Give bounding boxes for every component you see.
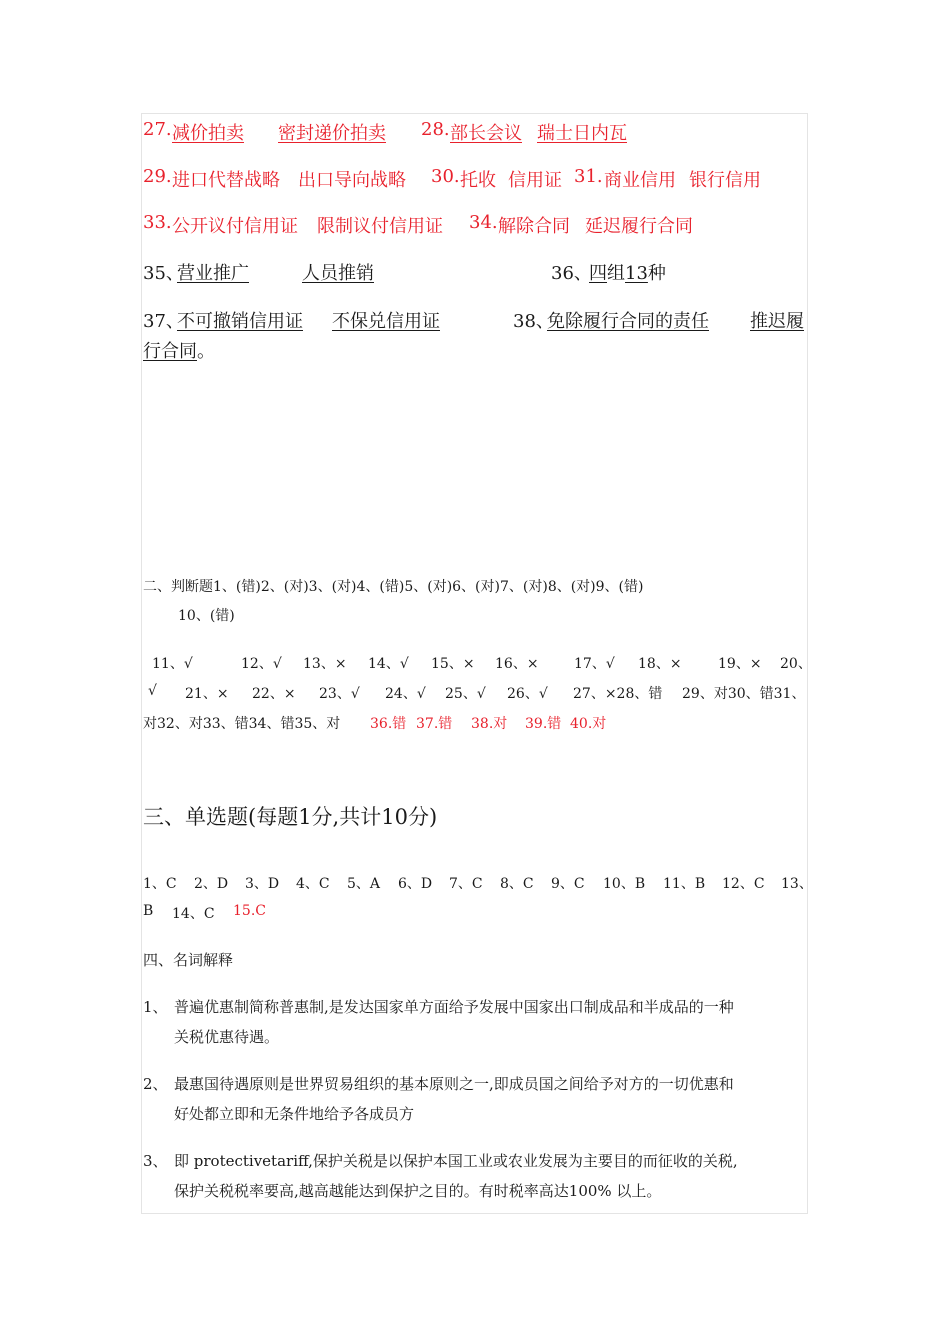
- single-item: 13、: [781, 876, 813, 892]
- judge-item-red: 36.错: [370, 716, 407, 732]
- judge-item: 16、×: [495, 656, 539, 672]
- judge-item: 25、√: [445, 686, 486, 702]
- single-item: 5、A: [347, 876, 381, 892]
- single-item: 7、C: [449, 876, 483, 892]
- judge-item: 20、: [780, 656, 812, 672]
- judge-item: 21、×: [185, 686, 229, 702]
- answer-blank: 银行信用: [689, 170, 761, 191]
- single-item: 8、C: [500, 876, 534, 892]
- section-heading-terms: 四、名词解释: [143, 951, 234, 969]
- answer-blank: 商业信用: [604, 170, 676, 191]
- term-text-line-1: 即 protectivetariff,保护关税是以保护本国工业或农业发展为主要目的而征收的关税,: [174, 1152, 738, 1170]
- single-item: 10、B: [603, 876, 646, 892]
- judge-item: 24、√: [385, 686, 426, 702]
- judge-item-red: 37.错: [416, 716, 453, 732]
- section-heading-single-choice: 三、单选题(每题1分,共计10分): [143, 805, 438, 829]
- judge-item: √: [148, 683, 157, 699]
- single-item: 4、C: [296, 876, 330, 892]
- answer-number: 33.: [143, 212, 172, 233]
- answer-blank: 不保兑信用证: [332, 311, 440, 332]
- judge-item: 11、√: [152, 656, 193, 672]
- answer-line-38-cont: 行合同。: [143, 341, 215, 362]
- term-text-line-2: 好处都立即和无条件地给予各成员方: [174, 1105, 415, 1123]
- answer-blank: 减价拍卖: [172, 123, 244, 144]
- answer-blank: 瑞士日内瓦: [537, 123, 627, 144]
- term-text-line-2: 保护关税税率要高,越高越能达到保护之目的。有时税率高达100% 以上。: [174, 1182, 662, 1200]
- single-item-red: 15.C: [233, 903, 266, 919]
- term-number: 3、: [143, 1152, 168, 1170]
- single-item: 9、C: [551, 876, 585, 892]
- answer-blank: 密封递价拍卖: [278, 123, 386, 144]
- term-text-line-2: 关税优惠待遇。: [174, 1028, 280, 1046]
- term-text-line-1: 普遍优惠制简称普惠制,是发达国家单方面给予发展中国家出口制成品和半成品的一种: [174, 998, 734, 1016]
- answer-number: 27.: [143, 119, 172, 140]
- answer-blank: 推迟履: [750, 311, 804, 332]
- term-text-line-1: 最惠国待遇原则是世界贸易组织的基本原则之一,即成员国之间给予对方的一切优惠和: [174, 1075, 734, 1093]
- answer-blank: 部长会议: [450, 123, 522, 144]
- judge-item: 29、对30、错31、: [682, 686, 806, 702]
- judge-item: 13、×: [303, 656, 347, 672]
- answer-number: 29.: [143, 166, 172, 187]
- single-item: 1、C: [143, 876, 177, 892]
- judge-item: 26、√: [507, 686, 548, 702]
- single-item: 12、C: [722, 876, 765, 892]
- answer-blank: 限制议付信用证: [317, 216, 443, 237]
- answer-blank: 四组13种: [589, 263, 666, 284]
- judge-item: 对32、对33、错34、错35、对: [143, 716, 341, 732]
- single-item: B: [143, 903, 154, 919]
- judge-item: 22、×: [252, 686, 296, 702]
- single-item: 14、C: [172, 906, 215, 922]
- answer-blank: 公开议付信用证: [172, 216, 298, 237]
- answer-blank: 免除履行合同的责任: [547, 311, 709, 332]
- judge-item-red: 39.错: [525, 716, 562, 732]
- answer-blank: 营业推广: [177, 263, 249, 284]
- judge-item: 15、×: [431, 656, 475, 672]
- answer-blank: 行合同: [143, 341, 197, 362]
- judge-item: 12、√: [241, 656, 282, 672]
- answer-blank: 出口导向战略: [298, 170, 406, 191]
- answer-blank: 延迟履行合同: [585, 216, 693, 237]
- term-number: 1、: [143, 998, 168, 1016]
- answer-blank: 不可撤销信用证: [177, 311, 303, 332]
- judge-item: 14、√: [368, 656, 409, 672]
- answer-number: 30.: [431, 166, 460, 187]
- answer-number: 28.: [421, 119, 450, 140]
- answer-number: 38、: [513, 311, 554, 332]
- term-number: 2、: [143, 1075, 168, 1093]
- answer-number: 34.: [469, 212, 498, 233]
- answer-blank: 解除合同: [498, 216, 570, 237]
- answer-number: 35、: [143, 263, 184, 284]
- judge-item: 17、√: [574, 656, 615, 672]
- single-item: 11、B: [663, 876, 706, 892]
- judge-item-red: 38.对: [471, 716, 508, 732]
- answer-blank: 信用证: [508, 170, 562, 191]
- judge-item: 18、×: [638, 656, 682, 672]
- judge-item: 19、×: [718, 656, 762, 672]
- answer-blank: 人员推销: [302, 263, 374, 284]
- judge-item: 23、√: [319, 686, 360, 702]
- judge-line-1: 二、判断题1、(错)2、(对)3、(对)4、(错)5、(对)6、(对)7、(对)8、(对)9、(错): [143, 579, 644, 595]
- judge-item: 27、×28、错: [573, 686, 663, 702]
- judge-item-red: 40.对: [570, 716, 607, 732]
- single-item: 2、D: [194, 876, 229, 892]
- answer-blank: 托收: [460, 170, 496, 191]
- judge-line-2: 10、(错): [178, 608, 235, 624]
- single-item: 3、D: [245, 876, 280, 892]
- answer-number: 37、: [143, 311, 184, 332]
- answer-number: 36、: [551, 263, 592, 284]
- answer-number: 31.: [574, 166, 603, 187]
- single-item: 6、D: [398, 876, 433, 892]
- answer-blank: 进口代替战略: [172, 170, 280, 191]
